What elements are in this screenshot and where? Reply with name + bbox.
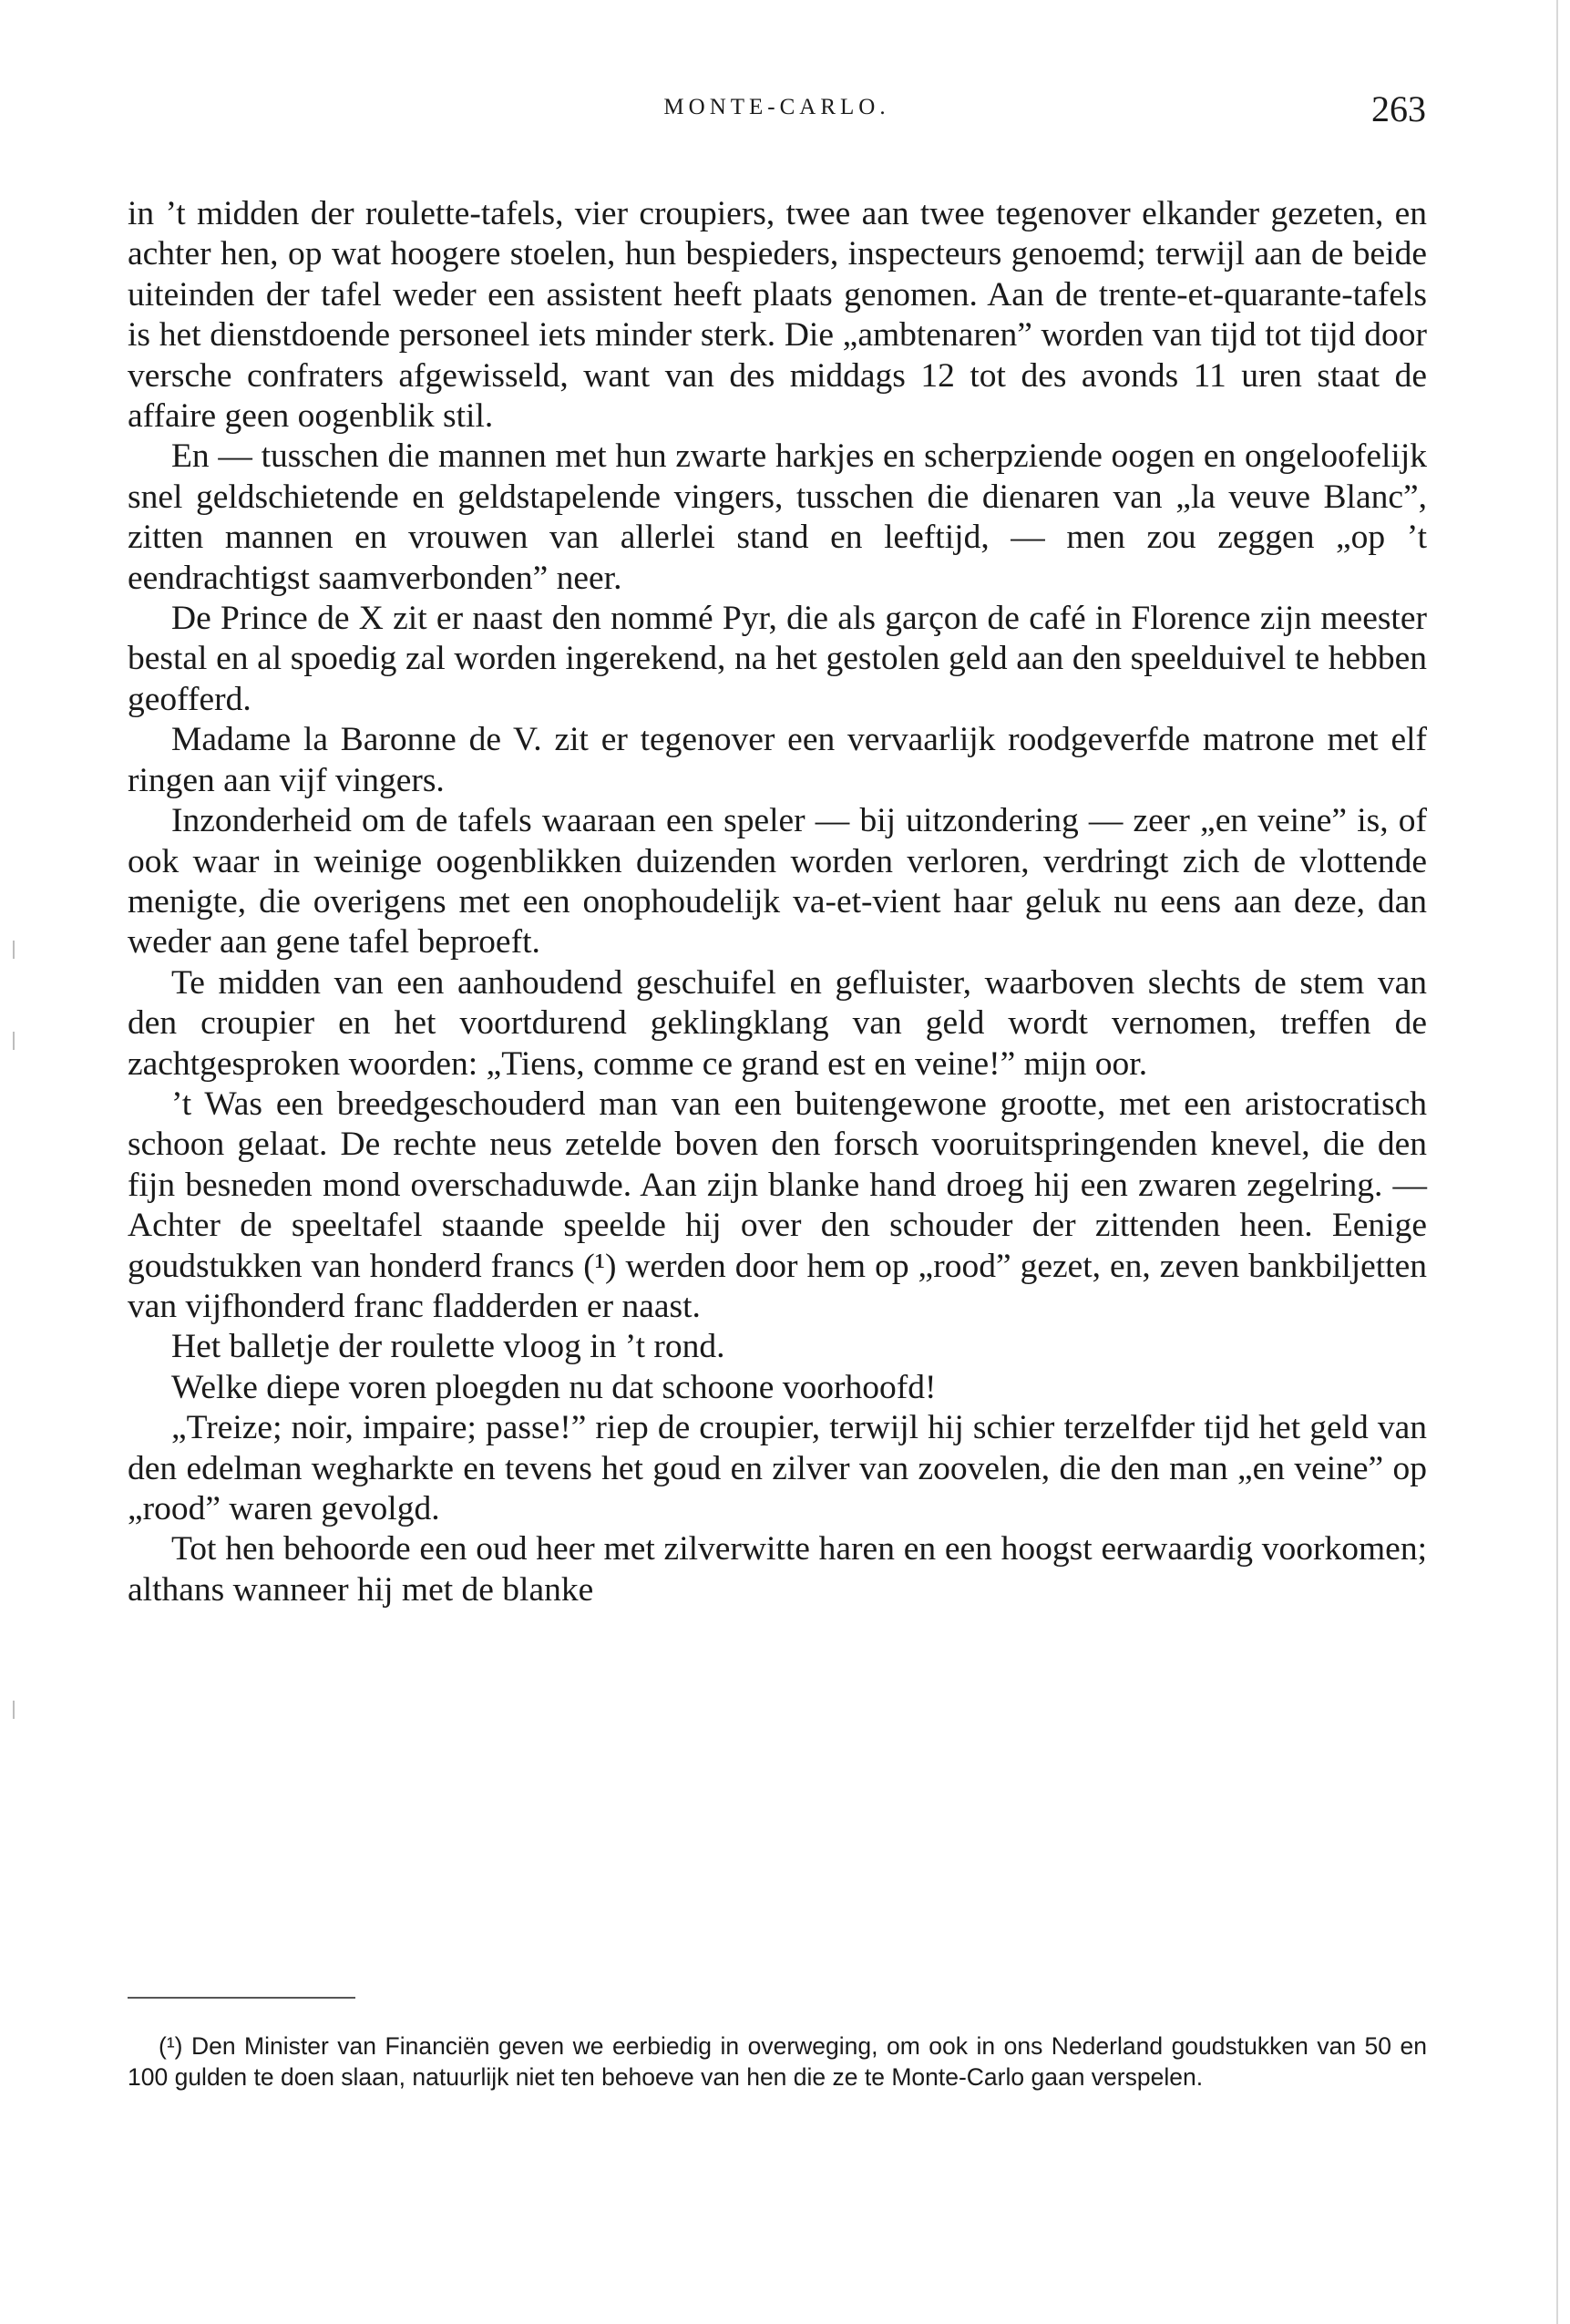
paragraph: Te midden van een aanhoudend geschuifel en gefluister, waarboven slechts de stem van den croupier en het voortdurend geklingklang van geld wordt vernomen, treffen de zachtgesproken woorden: „Tiens, comme ce grand est en veine!” mijn oor. bbox=[128, 963, 1427, 1083]
paragraph: Tot hen behoorde een oud heer met zilverwitte haren en een hoogst eerwaardig voorkomen; althans wanneer hij met de blanke bbox=[128, 1530, 1427, 1609]
paragraph: in ’t midden der roulette-tafels, vier croupiers, twee aan twee tegenover elkander gezeten, en achter hen, op wat hoogere stoelen, hun bespieders, inspecteurs genoemd; terwijl aan de beide uiteinden der tafel weder een assistent heeft plaats genomen. Aan de trente-et-quarante-tafels is het dienstdoende personeel iets minder sterk. Die „ambtenaren” worden van tijd tot tijd door versche confraters afgewisseld, want van des middags 12 tot des avonds 11 uren staat de affaire geen oogenblik stil. bbox=[128, 195, 1427, 436]
margin-mark bbox=[13, 941, 15, 959]
running-head bbox=[128, 88, 1426, 140]
running-title: MONTE-CARLO. bbox=[663, 95, 890, 119]
paragraph: En — tusschen die mannen met hun zwarte harkjes en scherpziende oogen en ongeloofelijk snel geldschietende en geldstapelende vingers, tusschen die dienaren van „la veuve Blanc”, zitten mannen en vrouwen van allerlei stand en leeftijd, — men zou zeggen „op ’t eendrachtigst saamverbonden” neer. bbox=[128, 437, 1427, 597]
paragraph: ’t Was een breedgeschouderd man van een buitengewone grootte, met een aristocratisch schoon gelaat. De rechte neus zetelde boven den forsch vooruitspringenden knevel, die den fijn besneden mond overschaduwde. Aan zijn blanke hand droeg hij een zwaren zegelring. — Achter de speeltafel staande speelde hij over den schouder der zittenden heen. Eenige goudstukken van honderd francs (¹) werden door hem op „rood” gezet, en, zeven bankbiljetten van vijfhonderd franc fladderden er naast. bbox=[128, 1085, 1427, 1325]
margin-mark bbox=[13, 1032, 15, 1050]
margin-mark bbox=[13, 1701, 15, 1719]
page-number: 263 bbox=[1371, 88, 1426, 129]
paragraph: Het balletje der roulette vloog in ’t rond. bbox=[171, 1328, 725, 1366]
paragraph: Inzonderheid om de tafels waaraan een speler — bij uitzondering — zeer „en veine” is, of ook waar in weinige oogenblikken duizenden worden verloren, verdringt zich de vlottende menigte, die overigens met een onophoudelijk va-et-vient haar geluk nu eens aan deze, dan weder aan gene tafel beproeft. bbox=[128, 802, 1427, 961]
body-text bbox=[128, 194, 1427, 1610]
paragraph: De Prince de X zit er naast den nommé Pyr, die als garçon de café in Florence zijn meester bestal en al spoedig zal worden ingerekend, na het gestolen geld aan den speelduivel te hebben geofferd. bbox=[128, 600, 1427, 718]
footnote: (¹) Den Minister van Financiën geven we eerbiedig in overweging, om ook in ons Nederland goudstukken van 50 en 100 gulden te doen slaan, natuurlijk niet ten behoeve van hen die ze te Monte-Carlo gaan verspelen. bbox=[128, 2032, 1427, 2091]
paragraph: Madame la Baronne de V. zit er tegenover een vervaarlijk roodgeverfde matrone met elf ringen aan vijf vingers. bbox=[128, 721, 1427, 799]
paragraph: „Treize; noir, impaire; passe!” riep de croupier, terwijl hij schier terzelfder tijd het geld van den edelman wegharkte en tevens het goud en zilver van zoovelen, die den man „en veine” op „rood” waren gevolgd. bbox=[128, 1409, 1427, 1527]
footnote-divider bbox=[128, 1997, 355, 1999]
paragraph: Welke diepe voren ploegden nu dat schoone voorhoofd! bbox=[171, 1368, 937, 1406]
page-edge-rule bbox=[1556, 0, 1558, 2324]
